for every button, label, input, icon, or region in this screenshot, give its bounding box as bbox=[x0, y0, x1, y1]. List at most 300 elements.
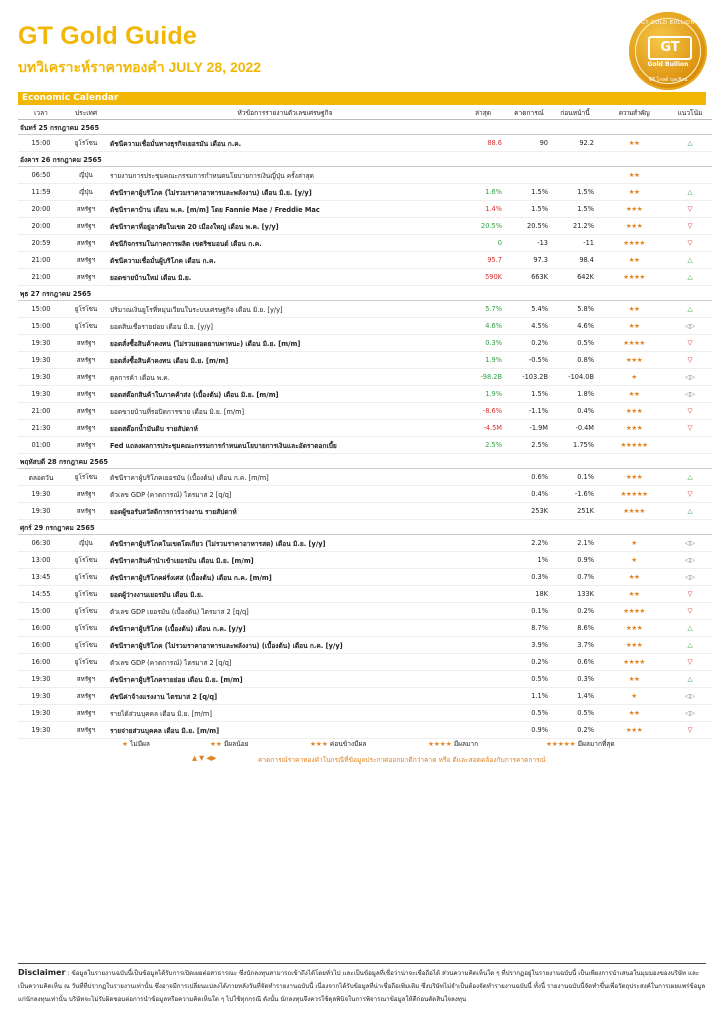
importance-stars-icon: ★★★★ bbox=[600, 603, 668, 620]
event-name: ยอดสินเชื่อรายย่อย เดือน มิ.ย. [y/y] bbox=[108, 318, 462, 335]
event-time: 16:00 bbox=[18, 620, 64, 637]
event-name: ดัชนีความเชื่อมั่นผู้บริโภค เดือน ก.ค. bbox=[108, 252, 462, 269]
table-row bbox=[18, 688, 712, 705]
legend bbox=[18, 738, 706, 766]
actual-value bbox=[462, 167, 508, 184]
forecast-value: 0.1% bbox=[508, 603, 554, 620]
event-time: 21:00 bbox=[18, 252, 64, 269]
event-country: สหรัฐฯ bbox=[64, 201, 108, 218]
event-name: ดัชนีราคาผู้บริโภค (เบื้องต้น) เดือน ก.ค. [y/y] bbox=[108, 620, 462, 637]
col-previous: ก่อนหน้านี้ bbox=[554, 105, 600, 120]
forecast-value: 97.3 bbox=[508, 252, 554, 269]
trend-up-icon: △ bbox=[668, 671, 712, 688]
calendar-title: Economic Calendar bbox=[18, 92, 706, 105]
table-row bbox=[18, 335, 712, 352]
logo-top-text: GT GOLD BULLION bbox=[641, 20, 695, 26]
forecast-value: 20.5% bbox=[508, 218, 554, 235]
actual-value: -98.2B bbox=[462, 369, 508, 386]
previous-value: 0.5% bbox=[554, 705, 600, 722]
event-country: ยูโรโซน bbox=[64, 637, 108, 654]
trend-side-icon: ◁▷ bbox=[668, 369, 712, 386]
event-country: สหรัฐฯ bbox=[64, 235, 108, 252]
event-name: ปริมาณเงินยูโรที่หมุนเวียนในระบบเศรษฐกิจ เดือน มิ.ย. [y/y] bbox=[108, 301, 462, 318]
trend-up-icon: △ bbox=[668, 301, 712, 318]
forecast-value: -0.5% bbox=[508, 352, 554, 369]
event-time: 20:00 bbox=[18, 201, 64, 218]
trend-icon bbox=[668, 437, 712, 454]
forecast-value: 0.2% bbox=[508, 654, 554, 671]
previous-value: 1.75% bbox=[554, 437, 600, 454]
day-header-row bbox=[18, 286, 712, 301]
event-country: สหรัฐฯ bbox=[64, 688, 108, 705]
table-row bbox=[18, 403, 712, 420]
forecast-value: 0.3% bbox=[508, 569, 554, 586]
col-importance: ความสำคัญ bbox=[600, 105, 668, 120]
trend-legend bbox=[18, 754, 706, 766]
event-name: ดัชนีราคาผู้บริโภคฝรั่งเศส (เบื้องต้น) เดือน ก.ค. [m/m] bbox=[108, 569, 462, 586]
event-name: ดุลการค้า เดือน พ.ค. bbox=[108, 369, 462, 386]
event-time: 20:59 bbox=[18, 235, 64, 252]
importance-stars-icon: ★★ bbox=[600, 705, 668, 722]
trend-side-icon: ◁▷ bbox=[668, 535, 712, 552]
actual-value: 2.5% bbox=[462, 437, 508, 454]
previous-value: 3.7% bbox=[554, 637, 600, 654]
table-row bbox=[18, 705, 712, 722]
forecast-value: 1.5% bbox=[508, 184, 554, 201]
actual-value bbox=[462, 620, 508, 637]
brand-title: GT Gold Guide bbox=[18, 22, 197, 50]
forecast-value: 0.5% bbox=[508, 671, 554, 688]
logo-bottom-text: จีที โกลด์ บุลเลียน bbox=[648, 77, 688, 83]
table-row bbox=[18, 654, 712, 671]
event-country: ญี่ปุ่น bbox=[64, 167, 108, 184]
event-name: ดัชนีราคาผู้บริโภค (ไม่รวมราคาอาหารและพลังงาน) (เบื้องต้น) เดือน ก.ค. [y/y] bbox=[108, 637, 462, 654]
trend-up-icon: △ bbox=[668, 135, 712, 152]
event-name: ยอดผู้ว่างงานเยอรมัน เดือน มิ.ย. bbox=[108, 586, 462, 603]
event-country: ยูโรโซน bbox=[64, 620, 108, 637]
previous-value: 1.5% bbox=[554, 201, 600, 218]
trend-down-icon: ▽ bbox=[668, 654, 712, 671]
trend-up-icon: △ bbox=[668, 503, 712, 520]
actual-value: 1.6% bbox=[462, 184, 508, 201]
previous-value: 0.2% bbox=[554, 603, 600, 620]
gt-gold-bullion-logo bbox=[629, 12, 707, 90]
event-country: ยูโรโซน bbox=[64, 301, 108, 318]
event-country: สหรัฐฯ bbox=[64, 403, 108, 420]
forecast-value: 3.9% bbox=[508, 637, 554, 654]
table-row bbox=[18, 569, 712, 586]
previous-value: 92.2 bbox=[554, 135, 600, 152]
actual-value: 95.7 bbox=[462, 252, 508, 269]
event-country: สหรัฐฯ bbox=[64, 705, 108, 722]
report-header bbox=[18, 22, 261, 79]
event-name: รายได้ส่วนบุคคล เดือน มิ.ย. [m/m] bbox=[108, 705, 462, 722]
legend-label: มีผลมากที่สุด bbox=[577, 740, 615, 748]
event-country: สหรัฐฯ bbox=[64, 269, 108, 286]
event-country: ญี่ปุ่น bbox=[64, 184, 108, 201]
forecast-value: 1% bbox=[508, 552, 554, 569]
actual-value: 590K bbox=[462, 269, 508, 286]
event-time: 19:30 bbox=[18, 722, 64, 739]
actual-value bbox=[462, 603, 508, 620]
event-time: 19:30 bbox=[18, 705, 64, 722]
forecast-value: 663K bbox=[508, 269, 554, 286]
importance-stars-icon: ★★★ bbox=[600, 218, 668, 235]
forecast-value: 4.5% bbox=[508, 318, 554, 335]
legend-level-3 bbox=[310, 738, 366, 749]
forecast-value: -1.9M bbox=[508, 420, 554, 437]
event-time: 11:59 bbox=[18, 184, 64, 201]
forecast-value: -13 bbox=[508, 235, 554, 252]
importance-stars-icon: ★★★★ bbox=[600, 503, 668, 520]
actual-value bbox=[462, 486, 508, 503]
table-row bbox=[18, 637, 712, 654]
previous-value: -1.6% bbox=[554, 486, 600, 503]
actual-value bbox=[462, 552, 508, 569]
trend-down-icon: ▽ bbox=[668, 403, 712, 420]
event-time: 13:45 bbox=[18, 569, 64, 586]
report-subtitle: บทวิเคราะห์ราคาทองคำ JULY 28, 2022 bbox=[18, 59, 262, 75]
actual-value: 88.6 bbox=[462, 135, 508, 152]
forecast-value: 8.7% bbox=[508, 620, 554, 637]
event-name: รายงานการประชุมคณะกรรมการกำหนดนโยบายการเงินญี่ปุ่น ครั้งล่าสุด bbox=[108, 167, 462, 184]
previous-value: 2.1% bbox=[554, 535, 600, 552]
previous-value: 0.2% bbox=[554, 722, 600, 739]
event-time: 15:00 bbox=[18, 318, 64, 335]
event-country: ยูโรโซน bbox=[64, 318, 108, 335]
previous-value: 0.9% bbox=[554, 552, 600, 569]
table-row bbox=[18, 167, 712, 184]
event-name: ตัวเลข GDP เยอรมัน (เบื้องต้น) ไตรมาส 2 [q/q] bbox=[108, 603, 462, 620]
event-time: 15:00 bbox=[18, 603, 64, 620]
previous-value: 1.8% bbox=[554, 386, 600, 403]
event-time: 13:00 bbox=[18, 552, 64, 569]
previous-value: 1.5% bbox=[554, 184, 600, 201]
event-time: ตลอดวัน bbox=[18, 469, 64, 486]
trend-down-icon: ▽ bbox=[668, 218, 712, 235]
actual-value bbox=[462, 535, 508, 552]
previous-value: 642K bbox=[554, 269, 600, 286]
actual-value: 1.9% bbox=[462, 352, 508, 369]
legend-level-2 bbox=[210, 738, 249, 749]
star-icon: ★ bbox=[122, 740, 128, 748]
trend-up-icon: △ bbox=[668, 637, 712, 654]
previous-value: 133K bbox=[554, 586, 600, 603]
importance-stars-icon: ★★ bbox=[600, 252, 668, 269]
star-icon: ★★ bbox=[210, 740, 222, 748]
actual-value: -4.5M bbox=[462, 420, 508, 437]
trend-down-icon: ▽ bbox=[668, 201, 712, 218]
importance-stars-icon: ★★ bbox=[600, 184, 668, 201]
trend-symbols-icon: ▲ ▼ ◀▶ bbox=[192, 754, 217, 762]
day-date: พุธ 27 กรกฎาคม 2565 bbox=[18, 286, 712, 301]
forecast-value: -103.2B bbox=[508, 369, 554, 386]
trend-side-icon: ◁▷ bbox=[668, 386, 712, 403]
previous-value: -11 bbox=[554, 235, 600, 252]
forecast-value: 0.2% bbox=[508, 335, 554, 352]
table-row bbox=[18, 603, 712, 620]
importance-stars-icon: ★★★ bbox=[600, 201, 668, 218]
previous-value: 0.8% bbox=[554, 352, 600, 369]
disclaimer bbox=[18, 963, 706, 1006]
table-row bbox=[18, 503, 712, 520]
event-time: 16:00 bbox=[18, 654, 64, 671]
calendar-table bbox=[18, 105, 712, 739]
actual-value bbox=[462, 722, 508, 739]
event-name: ดัชนีราคาผู้บริโภค (ไม่รวมราคาอาหารและพลังงาน) เดือน มิ.ย. [y/y] bbox=[108, 184, 462, 201]
importance-stars-icon: ★★★ bbox=[600, 722, 668, 739]
forecast-value: 1.1% bbox=[508, 688, 554, 705]
event-time: 21:00 bbox=[18, 403, 64, 420]
trend-note: คาดการณ์ราคาทองคำในกรณีที่ข้อมูลประกาศออกมาดีกว่าคาด หรือ ดีและสอดคล้องกับการคาดการณ์ bbox=[258, 756, 546, 764]
event-name: ยอดขายบ้านที่รอปิดการขาย เดือน มิ.ย. [m/m] bbox=[108, 403, 462, 420]
event-name: ยอดสต๊อกสินค้าในภาคค้าส่ง (เบื้องต้น) เดือน มิ.ย. [m/m] bbox=[108, 386, 462, 403]
trend-up-icon: △ bbox=[668, 184, 712, 201]
importance-stars-icon: ★★★★ bbox=[600, 654, 668, 671]
event-name: ตัวเลข GDP (คาดการณ์) ไตรมาส 2 [q/q] bbox=[108, 486, 462, 503]
actual-value: 4.6% bbox=[462, 318, 508, 335]
event-time: 16:00 bbox=[18, 637, 64, 654]
logo-mark: GT bbox=[648, 36, 692, 60]
trend-side-icon: ◁▷ bbox=[668, 552, 712, 569]
event-name: ตัวเลข GDP (คาดการณ์) ไตรมาส 2 [q/q] bbox=[108, 654, 462, 671]
event-name: ดัชนีความเชื่อมั่นทางธุรกิจเยอรมัน เดือน ก.ค. bbox=[108, 135, 462, 152]
event-time: 06:30 bbox=[18, 535, 64, 552]
event-country: สหรัฐฯ bbox=[64, 369, 108, 386]
col-actual: ล่าสุด bbox=[462, 105, 508, 120]
actual-value bbox=[462, 688, 508, 705]
legend-label: มีผลมาก bbox=[453, 740, 479, 748]
logo-name: Gold Bullion bbox=[647, 61, 689, 68]
previous-value: 4.6% bbox=[554, 318, 600, 335]
actual-value bbox=[462, 469, 508, 486]
event-name: ดัชนีราคาบ้าน เดือน พ.ค. [m/m] โดย Fannie Mae / Freddie Mac bbox=[108, 201, 462, 218]
previous-value: 0.5% bbox=[554, 335, 600, 352]
previous-value: 5.8% bbox=[554, 301, 600, 318]
importance-stars-icon: ★★★★ bbox=[600, 235, 668, 252]
table-row bbox=[18, 386, 712, 403]
importance-stars-icon: ★ bbox=[600, 552, 668, 569]
event-country: ญี่ปุ่น bbox=[64, 535, 108, 552]
importance-stars-icon: ★★★★ bbox=[600, 269, 668, 286]
importance-legend bbox=[18, 738, 706, 750]
forecast-value: 1.5% bbox=[508, 201, 554, 218]
event-name: Fed แถลงผลการประชุมคณะกรรมการกำหนดนโยบายการเงินและอัตราดอกเบี้ย bbox=[108, 437, 462, 454]
event-country: สหรัฐฯ bbox=[64, 386, 108, 403]
event-country: ยูโรโซน bbox=[64, 603, 108, 620]
event-time: 15:00 bbox=[18, 301, 64, 318]
trend-side-icon: ◁▷ bbox=[668, 688, 712, 705]
forecast-value: 2.2% bbox=[508, 535, 554, 552]
actual-value bbox=[462, 705, 508, 722]
event-country: สหรัฐฯ bbox=[64, 218, 108, 235]
previous-value: 0.6% bbox=[554, 654, 600, 671]
event-name: ยอดสั่งซื้อสินค้าคงทน เดือน มิ.ย. [m/m] bbox=[108, 352, 462, 369]
event-country: สหรัฐฯ bbox=[64, 486, 108, 503]
forecast-value: 0.9% bbox=[508, 722, 554, 739]
day-header-row bbox=[18, 120, 712, 135]
previous-value: 1.4% bbox=[554, 688, 600, 705]
table-row bbox=[18, 184, 712, 201]
previous-value: 98.4 bbox=[554, 252, 600, 269]
table-row bbox=[18, 722, 712, 739]
trend-up-icon: △ bbox=[668, 269, 712, 286]
importance-stars-icon: ★★★★★ bbox=[600, 437, 668, 454]
actual-value bbox=[462, 586, 508, 603]
event-name: ดัชนีราคาผู้บริโภคเยอรมัน (เบื้องต้น) เดือน ก.ค. [m/m] bbox=[108, 469, 462, 486]
col-trend: แนวโน้ม bbox=[668, 105, 712, 120]
event-country: ยูโรโซน bbox=[64, 569, 108, 586]
importance-stars-icon: ★★ bbox=[600, 318, 668, 335]
forecast-value: 0.5% bbox=[508, 705, 554, 722]
actual-value: 1.9% bbox=[462, 386, 508, 403]
importance-stars-icon: ★ bbox=[600, 688, 668, 705]
table-row bbox=[18, 369, 712, 386]
trend-side-icon: ◁▷ bbox=[668, 705, 712, 722]
previous-value: -104.0B bbox=[554, 369, 600, 386]
table-row bbox=[18, 671, 712, 688]
importance-stars-icon: ★ bbox=[600, 369, 668, 386]
table-row bbox=[18, 552, 712, 569]
event-name: ยอดสต๊อกน้ำมันดิบ รายสัปดาห์ bbox=[108, 420, 462, 437]
trend-up-icon: △ bbox=[668, 469, 712, 486]
trend-side-icon: ◁▷ bbox=[668, 569, 712, 586]
event-time: 21:00 bbox=[18, 269, 64, 286]
event-time: 19:30 bbox=[18, 352, 64, 369]
actual-value: 0 bbox=[462, 235, 508, 252]
trend-down-icon: ▽ bbox=[668, 335, 712, 352]
trend-down-icon: ▽ bbox=[668, 235, 712, 252]
importance-stars-icon: ★★★★★ bbox=[600, 486, 668, 503]
event-time: 20:00 bbox=[18, 218, 64, 235]
economic-calendar bbox=[18, 92, 706, 739]
event-name: ยอดผู้ขอรับสวัสดิการการว่างงาน รายสัปดาห์ bbox=[108, 503, 462, 520]
forecast-value: 18K bbox=[508, 586, 554, 603]
event-country: สหรัฐฯ bbox=[64, 671, 108, 688]
importance-stars-icon: ★★ bbox=[600, 671, 668, 688]
importance-stars-icon: ★★★ bbox=[600, 352, 668, 369]
previous-value bbox=[554, 167, 600, 184]
previous-value: 8.6% bbox=[554, 620, 600, 637]
day-date: ศุกร์ 29 กรกฎาคม 2565 bbox=[18, 520, 712, 535]
actual-value bbox=[462, 637, 508, 654]
table-row bbox=[18, 218, 712, 235]
importance-stars-icon: ★★ bbox=[600, 586, 668, 603]
event-name: ดัชนีกิจกรรมในภาคการผลิต เขตริชมอนด์ เดือน ก.ค. bbox=[108, 235, 462, 252]
star-icon: ★★★★ bbox=[428, 740, 452, 748]
event-time: 15:00 bbox=[18, 135, 64, 152]
col-time: เวลา bbox=[18, 105, 64, 120]
actual-value: 1.4% bbox=[462, 201, 508, 218]
actual-value: 0.3% bbox=[462, 335, 508, 352]
table-row bbox=[18, 235, 712, 252]
table-row bbox=[18, 252, 712, 269]
event-country: สหรัฐฯ bbox=[64, 252, 108, 269]
trend-down-icon: ▽ bbox=[668, 722, 712, 739]
previous-value: -0.4M bbox=[554, 420, 600, 437]
legend-level-5 bbox=[546, 738, 615, 749]
table-row bbox=[18, 486, 712, 503]
trend-down-icon: ▽ bbox=[668, 352, 712, 369]
importance-stars-icon: ★★ bbox=[600, 301, 668, 318]
event-time: 06:50 bbox=[18, 167, 64, 184]
trend-down-icon: ▽ bbox=[668, 586, 712, 603]
event-country: ยูโรโซน bbox=[64, 586, 108, 603]
event-name: ดัชนีราคาผู้บริโภครายย่อย เดือน มิ.ย. [m/m] bbox=[108, 671, 462, 688]
trend-icon bbox=[668, 167, 712, 184]
day-header-row bbox=[18, 520, 712, 535]
forecast-value: 253K bbox=[508, 503, 554, 520]
event-country: สหรัฐฯ bbox=[64, 503, 108, 520]
event-country: ยูโรโซน bbox=[64, 135, 108, 152]
trend-side-icon: ◁▷ bbox=[668, 318, 712, 335]
col-event: หัวข้อการรายงานตัวเลขเศรษฐกิจ bbox=[108, 105, 462, 120]
actual-value: 5.7% bbox=[462, 301, 508, 318]
actual-value: 20.5% bbox=[462, 218, 508, 235]
forecast-value: 90 bbox=[508, 135, 554, 152]
previous-value: 0.4% bbox=[554, 403, 600, 420]
table-row bbox=[18, 535, 712, 552]
column-header-row bbox=[18, 105, 712, 120]
event-time: 19:30 bbox=[18, 688, 64, 705]
importance-stars-icon: ★★ bbox=[600, 386, 668, 403]
trend-down-icon: ▽ bbox=[668, 420, 712, 437]
event-time: 21:30 bbox=[18, 420, 64, 437]
day-date: อังคาร 26 กรกฎาคม 2565 bbox=[18, 152, 712, 167]
star-icon: ★★★ bbox=[310, 740, 328, 748]
event-time: 19:30 bbox=[18, 671, 64, 688]
event-name: ดัชนีราคาที่อยู่อาศัยในเขต 20 เมืองใหญ่ เดือน พ.ค. [y/y] bbox=[108, 218, 462, 235]
event-time: 19:30 bbox=[18, 369, 64, 386]
forecast-value: 1.5% bbox=[508, 386, 554, 403]
event-name: ยอดสั่งซื้อสินค้าคงทน (ไม่รวมยอดยานพาหนะ) เดือน มิ.ย. [m/m] bbox=[108, 335, 462, 352]
legend-level-1 bbox=[122, 738, 150, 749]
forecast-value: 0.4% bbox=[508, 486, 554, 503]
day-date: จันทร์ 25 กรกฎาคม 2565 bbox=[18, 120, 712, 135]
event-country: ยูโรโซน bbox=[64, 469, 108, 486]
event-country: สหรัฐฯ bbox=[64, 722, 108, 739]
importance-stars-icon: ★★★ bbox=[600, 403, 668, 420]
table-row bbox=[18, 135, 712, 152]
forecast-value: 0.6% bbox=[508, 469, 554, 486]
previous-value: 251K bbox=[554, 503, 600, 520]
legend-label: ไม่มีผล bbox=[130, 740, 150, 748]
importance-stars-icon: ★★★★ bbox=[600, 335, 668, 352]
event-name: ยอดขายบ้านใหม่ เดือน มิ.ย. bbox=[108, 269, 462, 286]
star-icon: ★★★★★ bbox=[546, 740, 576, 748]
event-time: 19:30 bbox=[18, 486, 64, 503]
trend-up-icon: △ bbox=[668, 620, 712, 637]
event-country: สหรัฐฯ bbox=[64, 437, 108, 454]
disclaimer-label: Disclaimer bbox=[18, 968, 66, 977]
actual-value bbox=[462, 503, 508, 520]
legend-level-4 bbox=[428, 738, 478, 749]
importance-stars-icon: ★ bbox=[600, 535, 668, 552]
event-name: ดัชนีราคาสินค้านำเข้าเยอรมัน เดือน มิ.ย. [m/m] bbox=[108, 552, 462, 569]
event-country: ยูโรโซน bbox=[64, 552, 108, 569]
col-country: ประเทศ bbox=[64, 105, 108, 120]
trend-down-icon: ▽ bbox=[668, 486, 712, 503]
event-time: 19:30 bbox=[18, 386, 64, 403]
actual-value: -8.6% bbox=[462, 403, 508, 420]
day-header-row bbox=[18, 152, 712, 167]
event-time: 14:55 bbox=[18, 586, 64, 603]
event-country: สหรัฐฯ bbox=[64, 335, 108, 352]
event-country: สหรัฐฯ bbox=[64, 420, 108, 437]
table-row bbox=[18, 318, 712, 335]
event-time: 19:30 bbox=[18, 335, 64, 352]
importance-stars-icon: ★★★ bbox=[600, 469, 668, 486]
